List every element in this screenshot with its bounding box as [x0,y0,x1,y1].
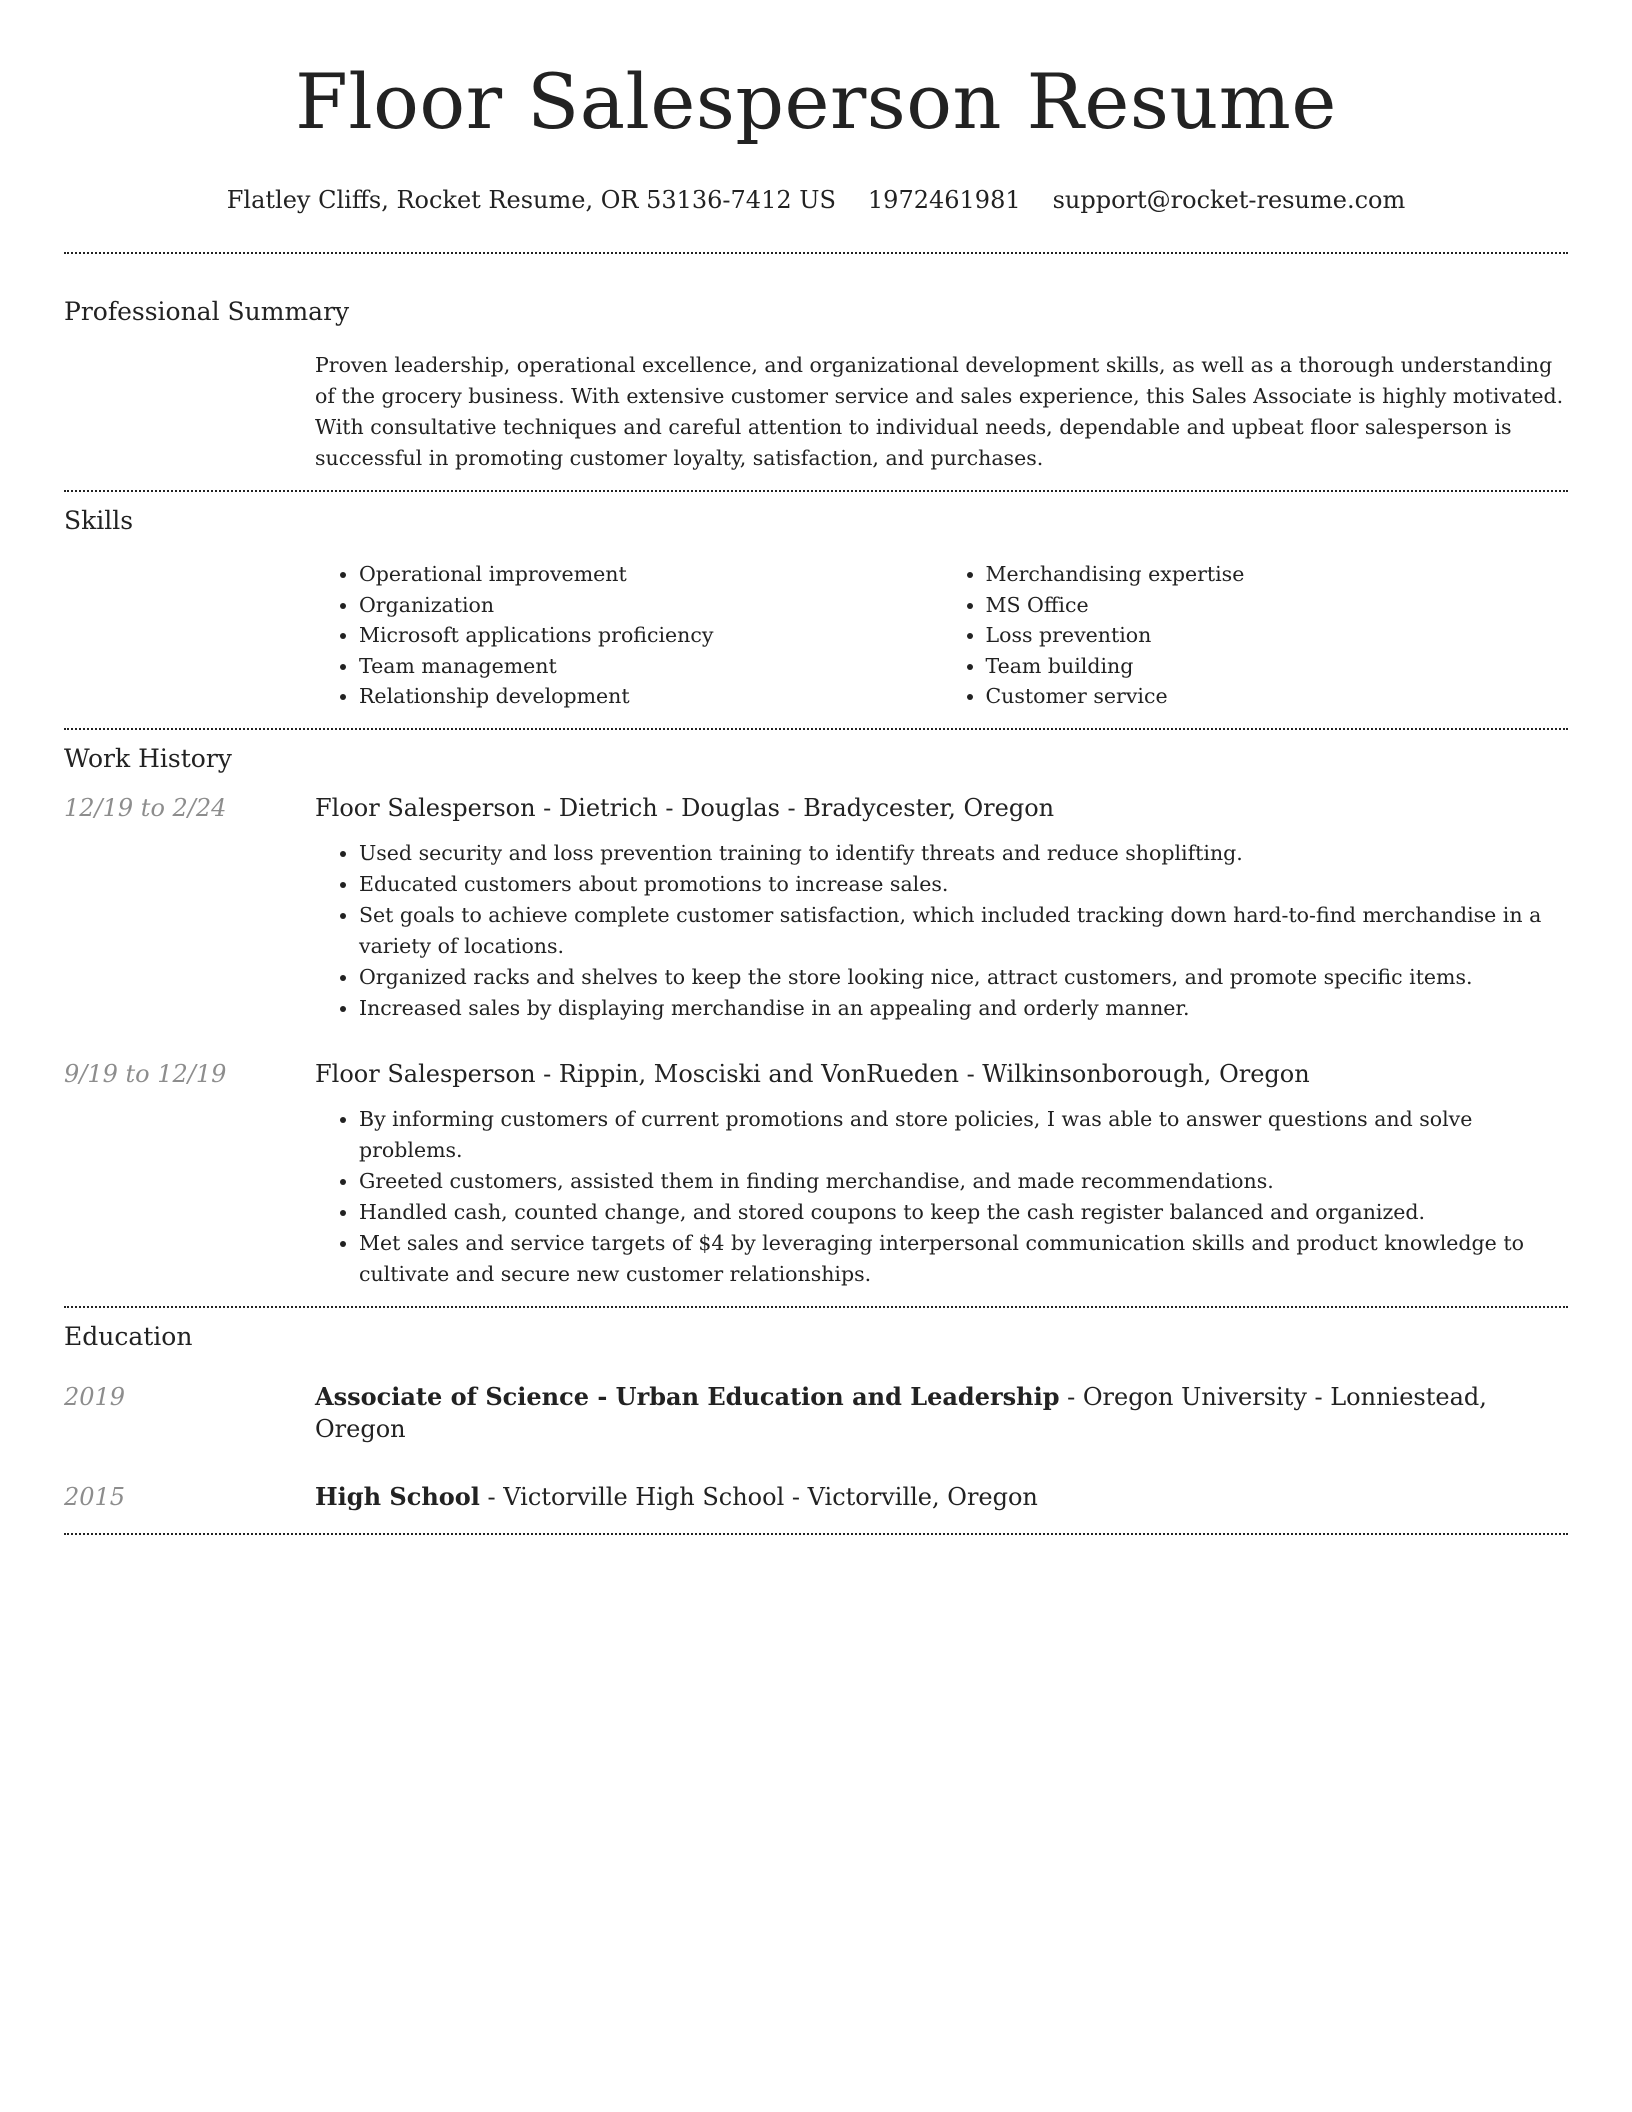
skill-item: • MS Office [986,590,1569,621]
job-bullet: • Increased sales by displaying merchandise in an appealing and orderly manner. [359,993,1568,1024]
skills-heading: Skills [64,506,134,535]
education-details: - Victorville High School - Victorville, Oregon [479,1482,1038,1511]
skill-item: • Microsoft applications proficiency [359,620,942,651]
page-title: Floor Salesperson Resume [295,57,1337,146]
contact-info [64,184,1568,216]
job-bullet: • Set goals to achieve complete customer satisfaction, which included tracking down hard-to-find merchandise in a variety of locations. [359,900,1568,962]
education-details: - Oregon University - Lonniestead, Oregon [315,1382,1487,1443]
summary-text: Proven leadership, operational excellence, and organizational development skills, as well as a thorough understanding of the grocery business. With extensive customer service and sales experience, this Sales Associate is highly motivated. With consultative techniques and careful attention to individual needs, dependable and upbeat floor salesperson is successful in promoting customer loyalty, satisfaction, and purchases. [315,353,1564,470]
section-divider [64,728,1568,730]
job-bullet: • Handled cash, counted change, and stored coupons to keep the cash register balanced and organized. [359,1197,1568,1228]
section-divider [64,1306,1568,1308]
skill-item: • Customer service [986,681,1569,712]
skill-item: • Operational improvement [359,559,942,590]
job-bullet: • Met sales and service targets of $4 by leveraging interpersonal communication skills and product knowledge to cultivate and secure new customer relationships. [359,1228,1568,1290]
work-history-heading: Work History [64,743,232,773]
job-bullet: • Educated customers about promotions to increase sales. [359,869,1568,900]
job-bullet: • By informing customers of current promotions and store policies, I was able to answer questions and solve problems. [359,1104,1568,1166]
job-bullets [315,1104,1568,1290]
education-year: 2019 [64,1382,126,1411]
job-title: Floor Salesperson - Dietrich - Douglas - Bradycester, Oregon [315,793,1055,822]
skills-list-left [315,559,942,712]
education-entry [64,1481,1568,1513]
job-bullet: • Greeted customers, assisted them in finding merchandise, and made recommendations. [359,1166,1568,1197]
education-year: 2015 [64,1482,126,1511]
contact-phone: 1972461981 [867,186,1021,214]
job-dates: 12/19 to 2/24 [64,793,227,822]
skill-item: • Relationship development [359,681,942,712]
skill-item: • Organization [359,590,942,621]
education-degree: High School [315,1481,480,1511]
education-degree: Associate of Science - Urban Education and Leadership [315,1381,1060,1411]
education-entry [64,1381,1568,1445]
job-dates: 9/19 to 12/19 [64,1059,227,1088]
section-divider [64,490,1568,492]
work-history-section [64,743,1568,1306]
contact-address: Flatley Cliffs, Rocket Resume, OR 53136-7412 US [226,186,836,214]
section-divider [64,252,1568,254]
skill-item: • Merchandising expertise [986,559,1569,590]
skills-section [64,505,1568,712]
education-section [64,1321,1568,1533]
summary-section [64,296,1568,474]
job-title: Floor Salesperson - Rippin, Mosciski and VonRueden - Wilkinsonborough, Oregon [315,1059,1310,1088]
skills-list-right [942,559,1569,712]
job-bullet: • Used security and loss prevention training to identify threats and reduce shoplifting. [359,838,1568,869]
skills-columns [315,559,1568,712]
summary-heading: Professional Summary [64,297,350,326]
education-heading: Education [64,1321,193,1351]
job-bullets [315,838,1568,1024]
job-bullet: • Organized racks and shelves to keep the store looking nice, attract customers, and promote specific items. [359,962,1568,993]
skill-item: • Team building [986,651,1569,682]
job-entry [64,1058,1568,1290]
section-divider [64,1533,1568,1535]
skill-item: • Loss prevention [986,620,1569,651]
job-entry [64,792,1568,1024]
contact-email: support@rocket-resume.com [1052,186,1406,214]
skill-item: • Team management [359,651,942,682]
